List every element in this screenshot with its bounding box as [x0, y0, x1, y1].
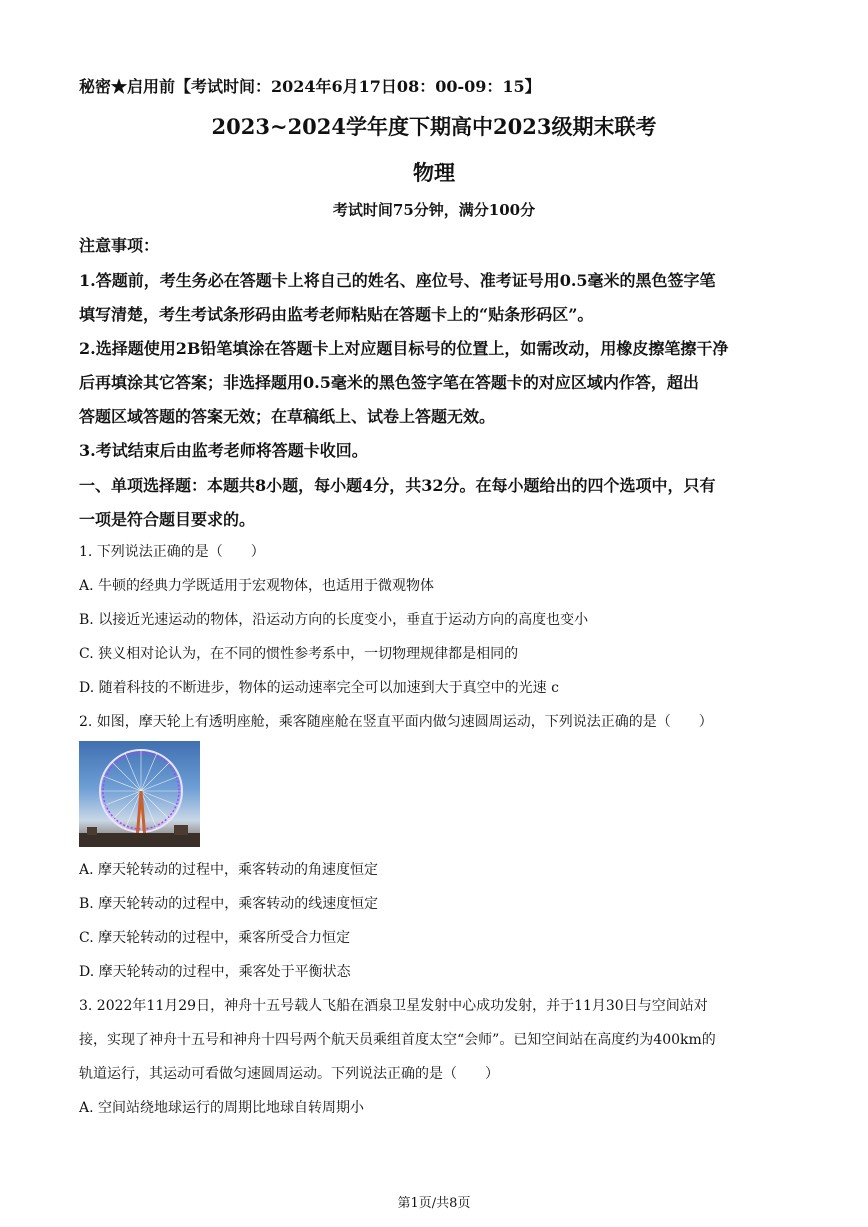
page-number: 第1页/共8页 — [397, 1196, 471, 1211]
question-1-option-c: C. 狭义相对论认为，在不同的惯性参考系中，一切物理规律都是相同的 — [79, 646, 519, 662]
notice-line: 填写清楚，考生考试条形码由监考老师粘贴在答题卡上的“贴条形码区”。 — [79, 305, 594, 324]
question-2-stem: 2. 如图，摩天轮上有透明座舱，乘客随座舱在竖直平面内做匀速圆周运动，下列说法正确的是（ ） — [79, 714, 713, 730]
ferris-wheel-image — [79, 741, 200, 847]
exam-time-info: 考试时间75分钟，满分100分 — [332, 201, 536, 219]
confidential-line: 秘密★启用前【考试时间：2024年6月17日08：00-09：15】 — [79, 77, 541, 96]
question-3-option-a: A. 空间站绕地球运行的周期比地球自转周期小 — [79, 1100, 365, 1116]
question-2-option-b: B. 摩天轮转动的过程中，乘客转动的线速度恒定 — [79, 896, 379, 912]
notice-line: 1.答题前，考生务必在答题卡上将自己的姓名、座位号、准考证号用0.5毫米的黑色签字笔 — [79, 271, 716, 290]
notice-line: 3.考试结束后由监考老师将答题卡收回。 — [79, 441, 368, 460]
section-heading: 一、单项选择题：本题共8小题，每小题4分，共32分。在每小题给出的四个选项中，只有 — [79, 476, 716, 495]
question-1-option-d: D. 随着科技的不断进步，物体的运动速率完全可以加速到大于真空中的光速 c — [79, 680, 559, 696]
section-heading: 一项是符合题目要求的。 — [79, 510, 256, 529]
notice-line: 答题区域答题的答案无效；在草稿纸上、试卷上答题无效。 — [79, 407, 496, 426]
question-1-stem: 1. 下列说法正确的是（ ） — [79, 544, 265, 560]
subject-title: 物理 — [413, 160, 455, 185]
question-3-stem-line: 接，实现了神舟十五号和神舟十四号两个航天员乘组首度太空“会师”。已知空间站在高度约为400km的 — [79, 1032, 716, 1048]
exam-title: 2023~2024学年度下期高中2023级期末联考 — [211, 114, 657, 139]
notice-line: 2.选择题使用2B铅笔填涂在答题卡上对应题目标号的位置上，如需改动，用橡皮擦笔擦干净 — [79, 339, 729, 358]
notice-line: 后再填涂其它答案；非选择题用0.5毫米的黑色签字笔在答题卡的对应区域内作答，超出 — [79, 373, 699, 392]
question-1-option-b: B. 以接近光速运动的物体，沿运动方向的长度变小，垂直于运动方向的高度也变小 — [79, 612, 589, 628]
question-3-stem-line: 轨道运行，其运动可看做匀速圆周运动。下列说法正确的是（ ） — [79, 1066, 499, 1082]
question-2-option-a: A. 摩天轮转动的过程中，乘客转动的角速度恒定 — [79, 862, 379, 878]
question-3-stem-line: 3. 2022年11月29日，神舟十五号载人飞船在酒泉卫星发射中心成功发射，并于11月30日与空间站对 — [79, 998, 708, 1014]
question-1-option-a: A. 牛顿的经典力学既适用于宏观物体，也适用于微观物体 — [79, 578, 435, 594]
notice-heading: 注意事项： — [79, 236, 160, 255]
question-2-option-d: D. 摩天轮转动的过程中，乘客处于平衡状态 — [79, 964, 351, 980]
question-2-option-c: C. 摩天轮转动的过程中，乘客所受合力恒定 — [79, 930, 351, 946]
